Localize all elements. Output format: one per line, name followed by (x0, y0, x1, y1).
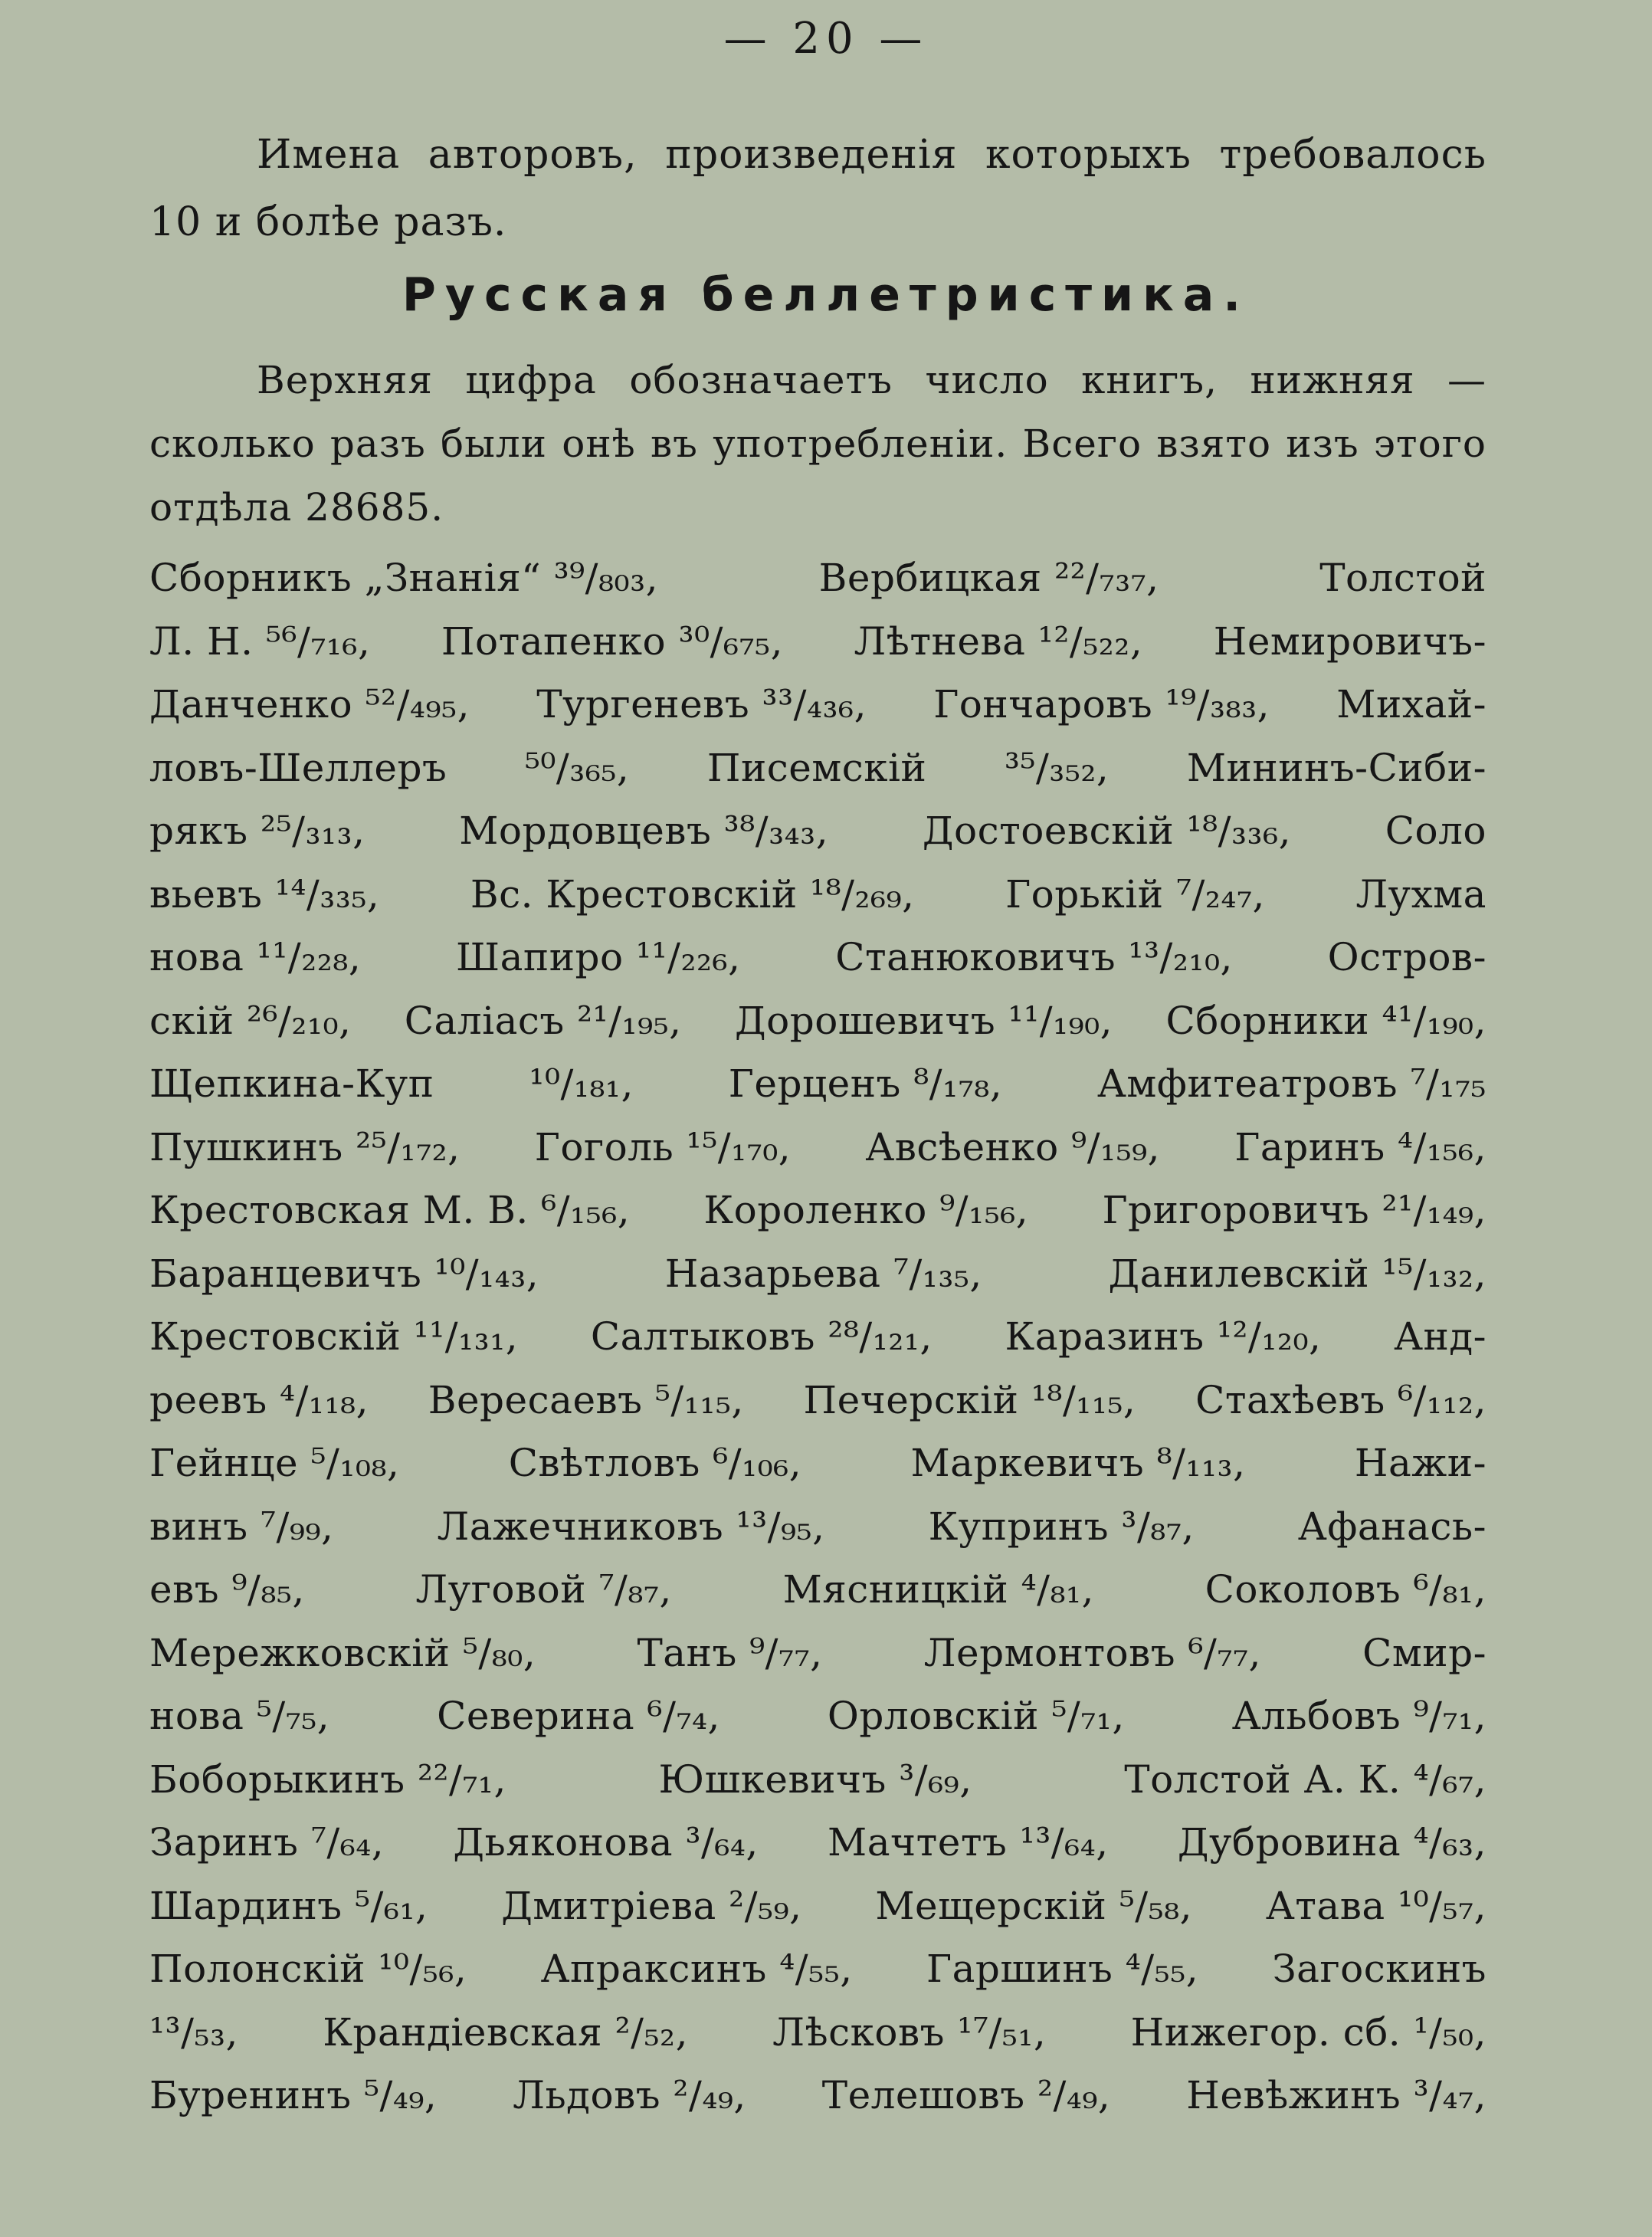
author-entry: Остров- (1327, 935, 1486, 979)
author-entry: Соколовъ ⁶/₈₁, (1205, 1567, 1486, 1612)
author-line (149, 1631, 1486, 1694)
author-entry: Лухма (1355, 871, 1486, 917)
author-entry: Герценъ ⁸/₁₇₈, (728, 1061, 1003, 1106)
author-entry: Шапиро ¹¹/₂₂₆, (456, 935, 741, 979)
author-line (149, 1947, 1486, 2010)
author-entry: Танъ ⁹/₇₇, (637, 1630, 823, 1675)
author-entry: нова ¹¹/₂₂₈, (149, 935, 362, 979)
page-number: — 20 — (723, 14, 929, 64)
author-entry: Апраксинъ ⁴/₅₅, (540, 1947, 853, 1991)
author-entry: Мачтетъ ¹³/₆₄, (828, 1820, 1109, 1865)
author-entry: Крестовская М. В. ⁶/₁₅₆, (149, 1188, 631, 1232)
author-entry: Альбовъ ⁹/₇₁, (1231, 1694, 1486, 1738)
author-entry: Авсѣенко ⁹/₁₅₉, (865, 1124, 1161, 1169)
author-line (149, 1251, 1486, 1315)
author-entry: Тургеневъ ³³/₄₃₆, (536, 682, 867, 727)
author-entry: Сборники ⁴¹/₁₉₀, (1165, 998, 1486, 1043)
author-entry: Нижегор. сб. ¹/₅₀, (1130, 2009, 1486, 2055)
author-entry: Крандіевская ²/₅₂, (323, 2009, 688, 2055)
author-entry: ловъ-Шеллеръ (149, 745, 447, 790)
author-line (149, 1125, 1486, 1189)
author-entry: скій ²⁶/₂₁₀, (149, 998, 352, 1043)
author-entry: Гейнце ⁵/₁₀₈, (149, 1441, 400, 1485)
author-entry: Купринъ ³/₈₇, (928, 1504, 1195, 1549)
author-entry: ³⁵/₃₅₂, (1004, 745, 1110, 790)
author-entry: Юшкевичъ ³/₆₉, (658, 1756, 972, 1802)
author-entry: Лѣтнева ¹²/₅₂₂, (854, 618, 1143, 664)
author-entry: Пушкинъ ²⁵/₁₇₂, (149, 1124, 461, 1169)
author-entry: Немировичъ- (1213, 618, 1486, 664)
author-entry: ¹³/₅₃, (149, 2009, 238, 2055)
author-entry: Потапенко ³⁰/₆₇₅, (441, 618, 783, 664)
author-entry: Лѣсковъ ¹⁷/₅₁, (772, 2009, 1047, 2055)
author-line (149, 1061, 1486, 1125)
author-line (149, 935, 1486, 999)
author-entry: Мережковскій ⁵/₈₀, (149, 1630, 536, 1675)
author-entry: Толстой А. К. ⁴/₆₇, (1124, 1756, 1486, 1802)
author-entry: Телешовъ ²/₄₉, (821, 2073, 1111, 2117)
author-entry: Сборникъ „Знанія“ ³⁹/₈₀₃, (149, 556, 659, 600)
author-entry: Станюковичъ ¹³/₂₁₀, (835, 935, 1233, 979)
author-line (149, 619, 1486, 683)
author-entry: Дьяконова ³/₆₄, (453, 1820, 759, 1865)
author-line (149, 809, 1486, 872)
author-entry: Гаршинъ ⁴/₅₅, (926, 1947, 1199, 1991)
author-entry: Гончаровъ ¹⁹/₃₈₃, (933, 682, 1270, 727)
section-title: Русская беллетристика. (402, 268, 1250, 322)
author-entry: Анд- (1394, 1314, 1486, 1359)
author-line (149, 2010, 1486, 2074)
author-entry: ¹⁰/₁₈₁, (529, 1061, 634, 1106)
author-line (149, 1820, 1486, 1884)
author-line (149, 556, 1486, 619)
author-entry: Л. Н. ⁵⁶/₇₁₆, (149, 618, 371, 664)
author-entry: Баранцевичъ ¹⁰/₁₄₃, (149, 1251, 539, 1296)
author-line (149, 1504, 1486, 1568)
author-entry: Данилевскій ¹⁵/₁₃₂, (1108, 1251, 1486, 1296)
author-entry: Горькій ⁷/₂₄₇, (1005, 871, 1265, 917)
author-entry: Гаринъ ⁴/₁₅₆, (1234, 1124, 1486, 1169)
author-line (149, 1378, 1486, 1442)
author-entry: Дубровина ⁴/₆₃, (1177, 1820, 1486, 1865)
author-entry: Невѣжинъ ³/₄₇, (1186, 2073, 1486, 2117)
author-entry: Григоровичъ ²¹/₁₄₉, (1102, 1188, 1486, 1232)
author-entry: Михай- (1336, 682, 1486, 727)
author-entry: Данченко ⁵²/₄₉₅, (149, 682, 470, 727)
author-line (149, 999, 1486, 1062)
authors-list (149, 556, 1486, 2134)
author-line (149, 1694, 1486, 1757)
author-entry: Атава ¹⁰/₅₇, (1265, 1883, 1486, 1928)
author-entry: Северина ⁶/₇₄, (437, 1694, 720, 1738)
author-entry: ⁵⁰/₃₆₅, (524, 745, 630, 790)
author-entry: Свѣтловъ ⁶/₁₀₆, (508, 1441, 802, 1485)
author-entry: Льдовъ ²/₄₉, (513, 2073, 746, 2117)
author-line (149, 1567, 1486, 1631)
author-entry: Заринъ ⁷/₆₄, (149, 1820, 385, 1865)
intro-paragraph: Имена авторовъ, произведенія которыхъ требовалось 10 и болѣе разъ. (149, 132, 1486, 245)
author-entry: Салтыковъ ²⁸/₁₂₁, (590, 1314, 933, 1359)
author-entry: реевъ ⁴/₁₁₈, (149, 1377, 369, 1422)
author-entry: Орловскій ⁵/₇₁, (827, 1694, 1125, 1738)
author-entry: Полонскій ¹⁰/₅₆, (149, 1947, 467, 1991)
author-entry: Дорошевичъ ¹¹/₁₉₀, (734, 998, 1113, 1043)
author-entry: евъ ⁹/₈₅, (149, 1567, 305, 1612)
author-line (149, 1314, 1486, 1378)
author-entry: Амфитеатровъ ⁷/₁₇₅ (1097, 1061, 1486, 1106)
author-entry: Вересаевъ ⁵/₁₁₅, (428, 1377, 744, 1422)
author-entry: Боборыкинъ ²²/₇₁, (149, 1756, 506, 1802)
author-entry: Щепкина-Куп (149, 1061, 434, 1106)
author-line (149, 1188, 1486, 1251)
author-entry: винъ ⁷/₉₉, (149, 1504, 334, 1549)
author-entry: Мещерскій ⁵/₅₈, (875, 1883, 1193, 1928)
author-entry: Крестовскій ¹¹/₁₃₁, (149, 1314, 519, 1359)
author-entry: Саліасъ ²¹/₁₉₅, (404, 998, 682, 1043)
author-line (149, 682, 1486, 746)
author-line (149, 2073, 1486, 2134)
author-entry: нова ⁵/₇₅, (149, 1694, 330, 1738)
author-entry: Вс. Крестовскій ¹⁸/₂₆₉, (470, 871, 915, 917)
author-line (149, 1441, 1486, 1504)
author-line (149, 872, 1486, 936)
author-entry: Загоскинъ (1272, 1947, 1486, 1991)
author-entry: Каразинъ ¹²/₁₂₀, (1005, 1314, 1322, 1359)
author-entry: Гоголь ¹⁵/₁₇₀, (534, 1124, 792, 1169)
author-entry: Афанась- (1297, 1504, 1486, 1549)
author-entry: вьевъ ¹⁴/₃₃₅, (149, 871, 380, 917)
author-entry: рякъ ²⁵/₃₁₃, (149, 809, 365, 853)
author-entry: Дмитріева ²/₅₉, (501, 1883, 802, 1928)
author-line (149, 746, 1486, 809)
author-entry: Толстой (1319, 556, 1486, 600)
author-entry: Печерскій ¹⁸/₁₁₅, (803, 1377, 1136, 1422)
author-entry: Писемскій (706, 745, 927, 790)
author-entry: Стахѣевъ ⁶/₁₁₂, (1195, 1377, 1486, 1422)
author-entry: Смир- (1362, 1630, 1486, 1675)
author-entry: Назарьева ⁷/₁₃₅, (664, 1251, 982, 1296)
author-entry: Луговой ⁷/₈₇, (415, 1567, 672, 1612)
author-entry: Нажи- (1354, 1441, 1486, 1485)
author-line (149, 1757, 1486, 1821)
author-entry: Маркевичъ ⁸/₁₁₃, (910, 1441, 1246, 1485)
author-entry: Буренинъ ⁵/₄₉, (149, 2073, 438, 2117)
author-entry: Вербицкая ²²/₇₃₇, (818, 556, 1159, 600)
author-entry: Короленко ⁹/₁₅₆, (703, 1188, 1029, 1232)
author-entry: Достоевскій ¹⁸/₃₃₆, (922, 809, 1292, 853)
author-entry: Лажечниковъ ¹³/₉₅, (437, 1504, 825, 1549)
author-entry: Соло (1385, 809, 1486, 853)
author-line (149, 1884, 1486, 1947)
author-entry: Шардинъ ⁵/₆₁, (149, 1883, 428, 1928)
author-entry: Мининъ-Сиби- (1186, 745, 1486, 790)
author-entry: Лермонтовъ ⁶/₇₇, (923, 1630, 1261, 1675)
legend-paragraph: Верхняя цифра обозначаетъ число книгъ, нижняя — сколько разъ были онѣ въ употребленіи. Всего взято изъ этого отдѣла 28685. (149, 358, 1486, 530)
author-entry: Мясницкій ⁴/₈₁, (782, 1567, 1094, 1612)
author-entry: Мордовцевъ ³⁸/₃₄₃, (459, 809, 829, 853)
